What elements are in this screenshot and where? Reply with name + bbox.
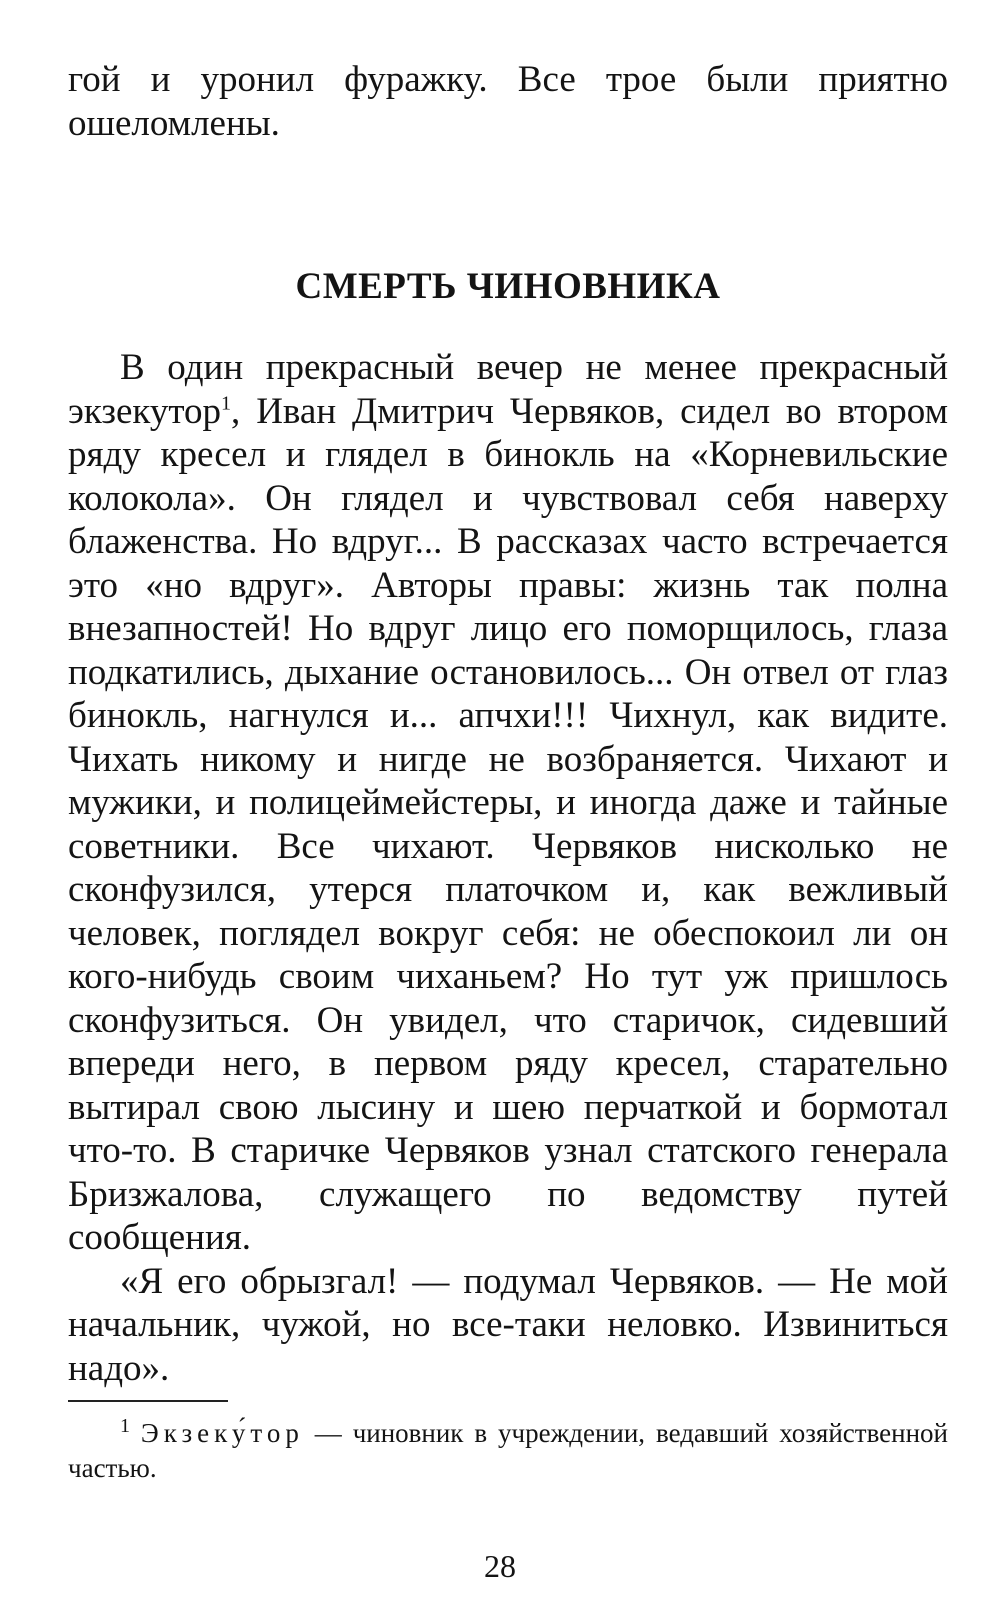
paragraph-1-rest: , Иван Дмитрич Червяков, сидел во втором ряду кресел и глядел в бинокль на «Корневильские колокола». Он глядел и чувствовал себя наверху блаженства. Но вдруг... В рассказах часто встречается это «но вдруг». Авторы правы: жизнь так полна внезапностей! Но вдруг лицо его поморщилось, глаза подкатились, дыхание остановилось... Он отвел от глаз бинокль, нагнулся и... апчхи!!! Чихнул, как видите. Чихать никому и нигде не возбраняется. Чихают и мужики, и полицеймейстеры, и иногда даже и тайные советники. Все чихают. Червяков нисколько не сконфузился, утерся платочком и, как вежливый человек, поглядел вокруг себя: не обеспокоил ли он кого-нибудь своим чиханьем? Но тут уж пришлось сконфузиться. Он увидел, что старичок, сидевший впереди него, в первом ряду кресел, старательно вытирал свою лысину и шею перчаткой и бормотал что-то. В старичке Червяков узнал статского генерала Бризжалова, служащего по ведомству путей сообщения. <box>68 390 948 1258</box>
footnote-divider <box>68 1400 228 1402</box>
page-content <box>68 58 948 1486</box>
footnote <box>68 1416 948 1486</box>
paragraph-1-start: В один прекрасный вечер не менее прекрасный экзекутор <box>68 347 948 432</box>
footnote-term: Экзеку́тор <box>140 1418 304 1448</box>
footnote-definition: — чиновник в учреждении, ведавший хозяйственной частью. <box>68 1418 948 1483</box>
page-number: 28 <box>484 1548 516 1584</box>
paragraph-1 <box>68 346 948 1260</box>
story-title: СМЕРТЬ ЧИНОВНИКА <box>295 266 721 307</box>
footnote-marker: 1 <box>120 1415 130 1437</box>
footnote-reference: 1 <box>221 392 232 415</box>
paragraph-2: «Я его обрызгал! — подумал Червяков. — Не мой начальник, чужой, но все-таки неловко. Извиниться надо». <box>68 1260 948 1389</box>
continuation-text: гой и уронил фуражку. Все трое были приятно ошеломлены. <box>68 59 948 144</box>
